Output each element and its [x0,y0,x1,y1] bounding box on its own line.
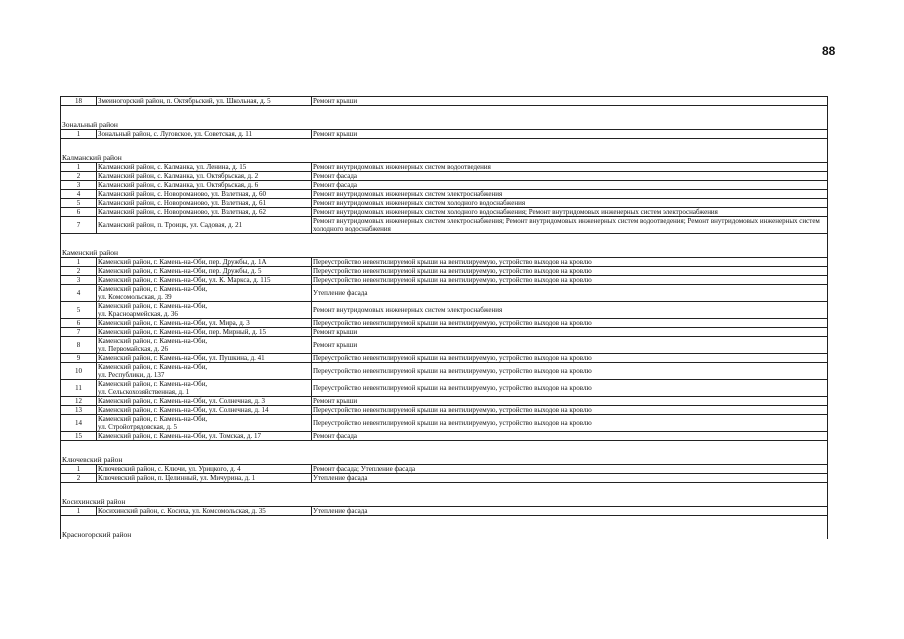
row-work-type: Переустройство невентилируемой крыши на вентилируемую, устройство выходов на кровлю [313,258,592,266]
row-work-type: Переустройство невентилируемой крыши на вентилируемую, устройство выходов на кровлю [313,267,592,275]
section-gap [60,139,828,153]
row-work-type: Ремонт фасада [313,181,358,189]
row-address: Калманский район, с. Новороманово, ул. Взлетная, д. 61 [97,199,312,207]
row-work-type: Ремонт фасада [313,432,358,440]
section-gap [60,234,828,248]
row-number: 5 [61,199,97,207]
row-address: Калманский район, п. Троицк, ул. Садовая, д. 21 [97,217,312,233]
row-address: Каменский район, г. Камень-на-Оби, ул. К. Маркса, д. 115 [97,276,312,284]
table-row [60,129,828,139]
row-number: 3 [61,181,97,189]
row-address: Каменский район, г. Камень-на-Оби, ул. Красноармейская, д. 36 [97,302,312,318]
row-number: 1 [61,507,97,515]
row-address: Каменский район, г. Камень-на-Оби, ул. Пушкина, д. 41 [97,354,312,362]
section-gap [60,441,828,455]
row-address: Каменский район, г. Камень-на-Оби, ул. Республики, д. 137 [97,363,312,379]
row-work-type: Ремонт фасада [313,172,358,180]
row-address: Каменский район, г. Камень-на-Оби, ул. Первомайская, д. 26 [97,337,312,353]
row-work-type: Переустройство невентилируемой крыши на вентилируемую, устройство выходов на кровлю [313,406,592,414]
table-row [60,181,828,190]
table-row [60,406,828,415]
row-number: 12 [61,397,97,405]
row-address: Ключевский район, с. Ключи, ул. Урицкого, д. 4 [97,465,312,473]
table-row [60,257,828,267]
row-work-type: Ремонт внутридомовых инженерных систем электроснабжения; Ремонт внутридомовых инженерных систем водоотведения; Ремонт внутридомовых инженерных систем холодного водоснабжения [313,217,820,233]
row-address: Каменский район, г. Камень-на-Оби, ул. Томская, д. 17 [97,432,312,440]
row-address: Косихинский район, с. Косиха, ул. Комсомольская, д. 35 [97,507,312,515]
district-heading: Зональный район [60,120,828,129]
row-address: Каменский район, г. Камень-на-Оби, ул. Солнечная, д. 3 [97,397,312,405]
row-work-type: Утепление фасада [313,507,368,515]
table-row [60,319,828,328]
district-heading: Ключевский район [60,455,828,464]
table-row [60,172,828,181]
row-number: 1 [61,465,97,473]
district-heading: Косихинский район [60,497,828,506]
table-row [60,217,828,234]
row-address: Каменский район, г. Камень-на-Оби, пер. Мирный, д. 15 [97,328,312,336]
row-number: 5 [61,302,97,318]
row-address: Калманский район, с. Калманка, ул. Ленина, д. 15 [97,163,312,171]
table-row [60,285,828,302]
row-number: 7 [61,217,97,233]
row-address: Калманский район, с. Новороманово, ул. Взлетная, д. 60 [97,190,312,198]
row-number: 13 [61,406,97,414]
row-number: 4 [61,285,97,301]
row-address: Калманский район, с. Калманка, ул. Октябрьская, д. 2 [97,172,312,180]
district-heading: Красногорский район [60,530,828,539]
page-number: 88 [822,44,836,58]
row-number: 1 [61,130,97,138]
row-number: 4 [61,190,97,198]
row-work-type: Ремонт крыши [313,97,358,105]
table-row [60,267,828,276]
row-address: Ключевский район, п. Целинный, ул. Мичурина, д. 1 [97,474,312,482]
row-number: 6 [61,208,97,216]
table-row [60,337,828,354]
row-number: 2 [61,267,97,275]
row-work-type: Ремонт внутридомовых инженерных систем холодного водоснабжения [313,199,526,207]
row-work-type: Утепление фасада [313,474,368,482]
row-work-type: Ремонт внутридомовых инженерных систем холодного водоснабжения; Ремонт внутридомовых инженерных систем электроснабжения [313,208,718,216]
row-work-type: Ремонт фасада; Утепление фасада [313,465,416,473]
table-row [60,199,828,208]
row-work-type: Ремонт крыши [313,397,358,405]
row-work-type: Переустройство невентилируемой крыши на вентилируемую, устройство выходов на кровлю [313,319,592,327]
registry-table [60,96,828,539]
row-number: 7 [61,328,97,336]
row-work-type: Утепление фасада [313,289,368,297]
table-row [60,96,828,106]
section-gap [60,106,828,120]
row-address: Змеиногорский район, п. Октябрьский, ул. Школьная, д. 5 [97,97,312,105]
row-address: Каменский район, г. Камень-на-Оби, пер. Дружбы, д. 5 [97,267,312,275]
row-work-type: Ремонт крыши [313,341,358,349]
row-work-type: Ремонт крыши [313,130,358,138]
row-work-type: Переустройство невентилируемой крыши на вентилируемую, устройство выходов на кровлю [313,276,592,284]
table-row [60,474,828,483]
table-row [60,276,828,285]
table-row [60,397,828,406]
row-address: Калманский район, с. Калманка, ул. Октябрьская, д. 6 [97,181,312,189]
section-gap [60,483,828,497]
row-address: Каменский район, г. Камень-на-Оби, ул. Сельскохозяйственная, д. 1 [97,380,312,396]
row-address: Каменский район, г. Камень-на-Оби, ул. Комсомольская, д. 39 [97,285,312,301]
row-number: 10 [61,363,97,379]
row-work-type: Ремонт внутридомовых инженерных систем электроснабжения [313,190,503,198]
section-gap [60,516,828,530]
row-address: Каменский район, г. Камень-на-Оби, пер. Дружбы, д. 1А [97,258,312,266]
row-work-type: Переустройство невентилируемой крыши на вентилируемую, устройство выходов на кровлю [313,419,592,427]
row-number: 6 [61,319,97,327]
row-work-type: Переустройство невентилируемой крыши на вентилируемую, устройство выходов на кровлю [313,384,592,392]
table-row [60,432,828,441]
row-number: 3 [61,276,97,284]
row-work-type: Ремонт внутридомовых инженерных систем электроснабжения [313,306,503,314]
row-address: Калманский район, с. Новороманово, ул. Взлетная, д. 62 [97,208,312,216]
row-number: 14 [61,415,97,431]
table-row [60,190,828,199]
row-number: 11 [61,380,97,396]
table-row [60,354,828,363]
district-heading: Калманский район [60,153,828,162]
table-row [60,208,828,217]
row-number: 18 [61,97,97,105]
table-row [60,464,828,474]
table-row [60,363,828,380]
row-number: 15 [61,432,97,440]
row-address: Каменский район, г. Камень-на-Оби, ул. Солнечная, д. 14 [97,406,312,414]
table-row [60,162,828,172]
row-number: 9 [61,354,97,362]
row-address: Каменский район, г. Камень-на-Оби, ул. Стройотрядовская, д. 5 [97,415,312,431]
table-row [60,328,828,337]
table-row [60,380,828,397]
row-number: 2 [61,172,97,180]
row-work-type: Ремонт крыши [313,328,358,336]
row-work-type: Переустройство невентилируемой крыши на вентилируемую, устройство выходов на кровлю [313,354,592,362]
table-row [60,415,828,432]
row-work-type: Переустройство невентилируемой крыши на вентилируемую, устройство выходов на кровлю [313,367,592,375]
district-heading: Каменский район [60,248,828,257]
row-address: Каменский район, г. Камень-на-Оби, ул. Мира, д. 3 [97,319,312,327]
row-number: 1 [61,163,97,171]
table-row [60,506,828,516]
table-row [60,302,828,319]
row-work-type: Ремонт внутридомовых инженерных систем водоотведения [313,163,491,171]
row-number: 8 [61,337,97,353]
row-number: 2 [61,474,97,482]
row-number: 1 [61,258,97,266]
row-address: Зональный район, с. Луговское, ул. Советская, д. 11 [97,130,312,138]
